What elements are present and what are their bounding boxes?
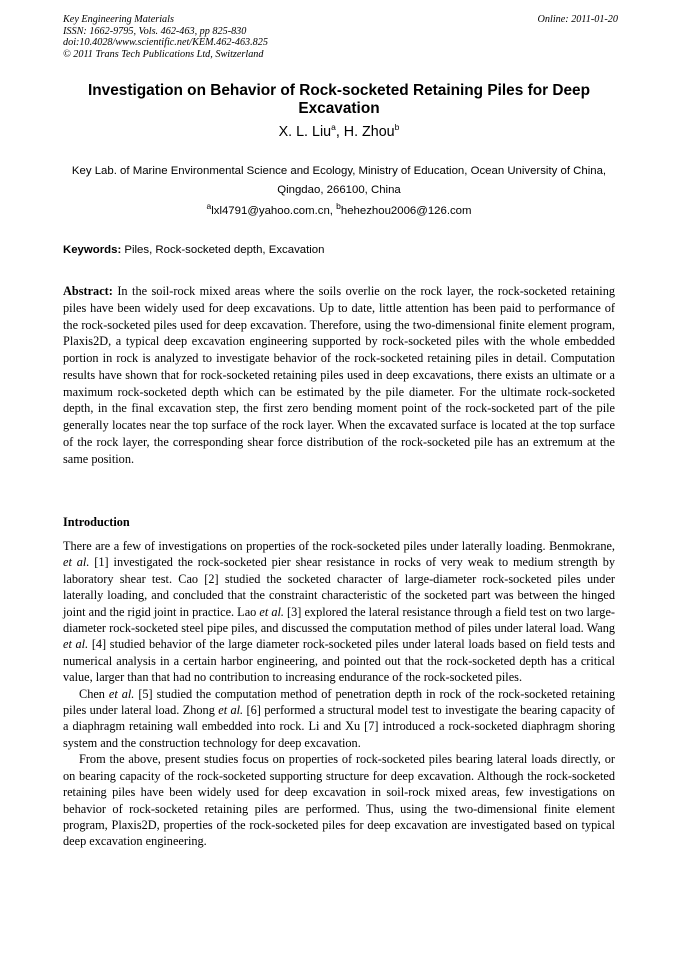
keywords [63,243,615,257]
keywords-label: Keywords: [63,244,122,256]
et-al: et al. [63,637,89,652]
issn-line: ISSN: 1662-9795, Vols. 462-463, pp 825-830 [63,25,247,37]
email-b-mark: b [336,201,341,212]
introduction-body [63,538,615,850]
et-al: et al. [218,703,244,718]
copyright-line: © 2011 Trans Tech Publications Ltd, Switzerland [63,48,264,60]
author-separator: , [335,124,344,140]
publication-header [63,14,618,60]
text-run: [4] studied behavior of the large diameter rock-socketed piles under lateral loads based on field tests and numerical analysis in a certain harbor engineering, and pointed out that the rock-socketed depth has a critical value, larger than that had no contribution to increasing endurance of the rock-socketed piles. [63,637,615,685]
journal-name: Key Engineering Materials [63,14,174,25]
author-line [63,124,615,141]
doi-line: doi:10.4028/www.scientific.net/KEM.462-463.825 [63,37,268,49]
text-run: Chen [79,686,109,701]
paper-title: Investigation on Behavior of Rock-socketed Retaining Piles for Deep Excavation [87,82,590,117]
email-a: lxl4791@yahoo.com.cn [211,205,330,217]
text-run: [1] investigated the rock-socketed pier shear resistance in rocks of very weak to medium strength by laboratory shear test. Cao [2] studied the socketed character of large-diameter rock-socketed piles under laterally loading, and concluded that the constraint characteristic of the socketed part was between the hinged joint and the rigid joint in practice. Lao [63,555,615,619]
text-run: There are a few of investigations on properties of the rock-socketed piles under laterally loading. Benmokrane, [63,539,615,553]
affiliation: Key Lab. of Marine Environmental Science and Ecology, Ministry of Education, Ocean University of China, Qingdao, 266100, China [71,165,607,196]
et-al: et al. [108,686,135,701]
author-2-affil-mark: b [394,122,400,133]
text-run: [3] explored the lateral resistance through a field test on two large-diameter rock-socketed steel pipe piles, and discussed the computation method of piles under lateral load. Wang [63,604,616,636]
author-2-name: H. Zhou [343,124,395,140]
et-al: et al. [259,604,284,619]
online-date: Online: 2011-01-20 [537,14,618,25]
email-b: hehezhou2006@126.com [340,205,472,217]
abstract [63,283,615,467]
author-1-affil-mark: a [331,122,336,133]
text-run: [5] studied the computation method of penetration depth in rock of the rock-socketed retaining piles under lateral load. Zhong [63,686,616,718]
text-run: [6] performed a structural model test to investigate the bearing capacity of a diaphragm retaining wall embedded into rock. Li and Xu [7] introduced a rock-socketed diaphragm shoring system and the construction technology for deep excavation. [63,703,615,750]
et-al: et al. [63,555,90,570]
intro-paragraph-1 [63,538,615,686]
email-separator: , [329,205,337,217]
author-1-name: X. L. Liu [278,124,332,140]
keywords-text: Piles, Rock-socketed depth, Excavation [121,244,325,256]
email-line [63,201,615,218]
section-heading-introduction: Introduction [63,515,130,529]
intro-paragraph-3: From the above, present studies focus on properties of rock-socketed piles bearing lateral loads directly, or on bearing capacity of the rock-socketed supporting structure for deep excavation. Although the rock-socketed retaining piles have been widely used for deep excavation in soil-rock mixed areas, few investigations on behavior of rock-socketed retaining piles are performed. Thus, using the two-dimensional finite element program, Plaxis2D, properties of the rock-socketed piles for deep excavation are investigated based on typical deep excavation engineering. [63,752,615,849]
intro-paragraph-2 [63,686,615,752]
abstract-label: Abstract: [63,284,113,298]
abstract-text: In the soil-rock mixed areas where the soils overlie on the rock layer, the rock-socketed retaining piles have been widely used for deep excavations. Up to date, little attention has been paid to performance of the rock-socketed piles used for deep excavation. Therefore, using the two-dimensional finite element program, Plaxis2D, a typical deep excavation engineering supported by rock-socketed piles with the whole embedded portion in rock is analyzed to investigate behavior of the rock-socketed retaining piles in detail. Computation results have shown that for rock-socketed retaining piles used in deep excavations, there exists an ultimate or a maximum rock-socketed depth which can be estimated by the pile diameter. For the ultimate rock-socketed depth, in the final excavation step, the first zero bending moment point of the rock-socketed part of the pile generally locates near the top surface of the rock layer. When the excavated surface is located at the top surface of the rock layer, the corresponding shear force distribution of the rock-socketed pile has an extremum at the same position. [63,284,615,466]
email-a-mark: a [206,201,212,212]
